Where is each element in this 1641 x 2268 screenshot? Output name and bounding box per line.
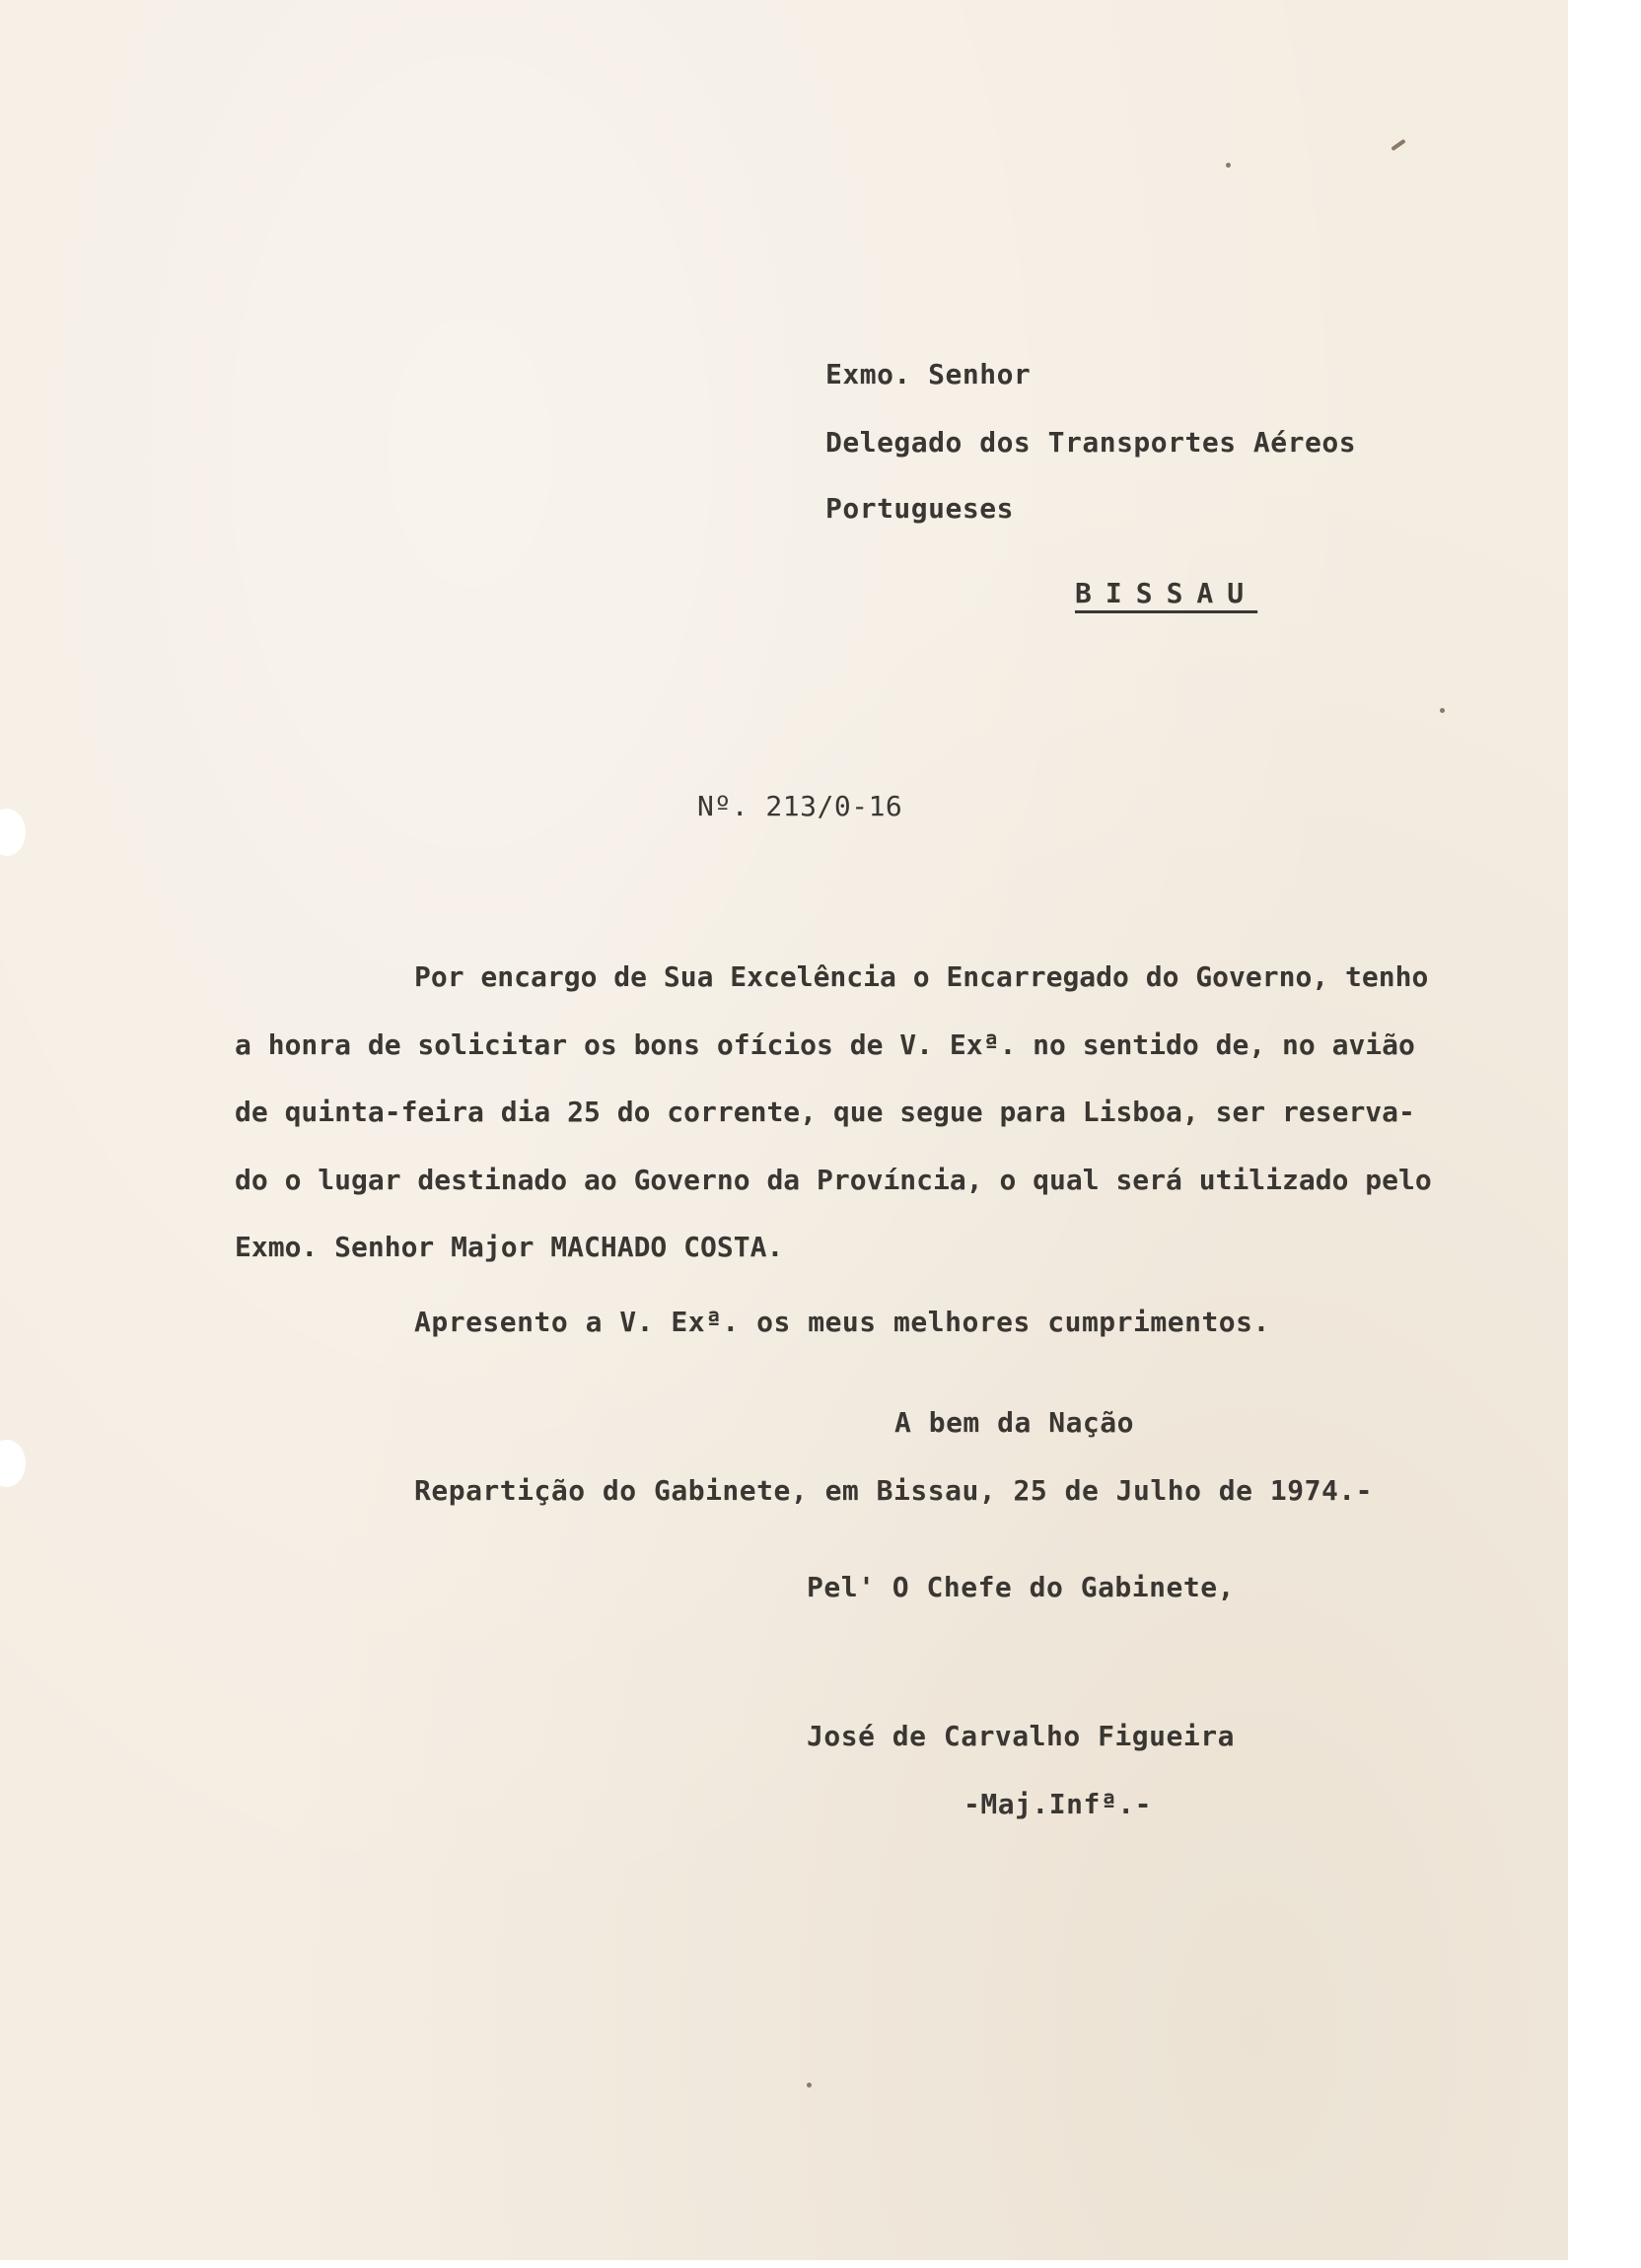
- body-line-3: de quinta-feira dia 25 do corrente, que segue para Lisboa, ser reserva-: [235, 1096, 1415, 1128]
- paper-speck: [1226, 163, 1231, 168]
- scan-margin-right: [1568, 0, 1641, 2268]
- body-line-1: Por encargo de Sua Excelência o Encarregado do Governo, tenho: [414, 960, 1429, 993]
- signatory-rank: -Maj.Infª.-: [963, 1788, 1152, 1820]
- body-line-2: a honra de solicitar os bons ofícios de V. Exª. no sentido de, no avião: [235, 1028, 1415, 1061]
- salutation: Exmo. Senhor: [825, 358, 1032, 390]
- closing-motto: A bem da Nação: [894, 1406, 1135, 1439]
- body-paragraph-2: Apresento a V. Exª. os meus melhores cumprimentos.: [414, 1306, 1270, 1338]
- paper-speck: [1391, 139, 1405, 151]
- signatory-name: José de Carvalho Figueira: [807, 1720, 1235, 1752]
- scan-margin-bottom: [0, 2260, 1641, 2268]
- paper-speck: [807, 2083, 812, 2088]
- punch-hole-bottom: [0, 1440, 26, 1487]
- recipient-line-2: Portugueses: [825, 492, 1014, 525]
- signatory-title: Pel' O Chefe do Gabinete,: [807, 1571, 1235, 1603]
- punch-hole-top: [0, 809, 26, 856]
- body-paragraph-1: [235, 944, 1517, 1282]
- place-and-date: Repartição do Gabinete, em Bissau, 25 de Julho de 1974.-: [414, 1474, 1374, 1507]
- paper-speck: [1440, 708, 1445, 713]
- recipient-line-1: Delegado dos Transportes Aéreos: [825, 426, 1357, 459]
- body-line-4: do o lugar destinado ao Governo da Província, o qual será utilizado pelo: [235, 1163, 1432, 1196]
- recipient-city: BISSAU: [1075, 577, 1258, 609]
- reference-number: Nº. 213/0-16: [697, 790, 903, 822]
- body-line-5: Exmo. Senhor Major MACHADO COSTA.: [235, 1231, 784, 1263]
